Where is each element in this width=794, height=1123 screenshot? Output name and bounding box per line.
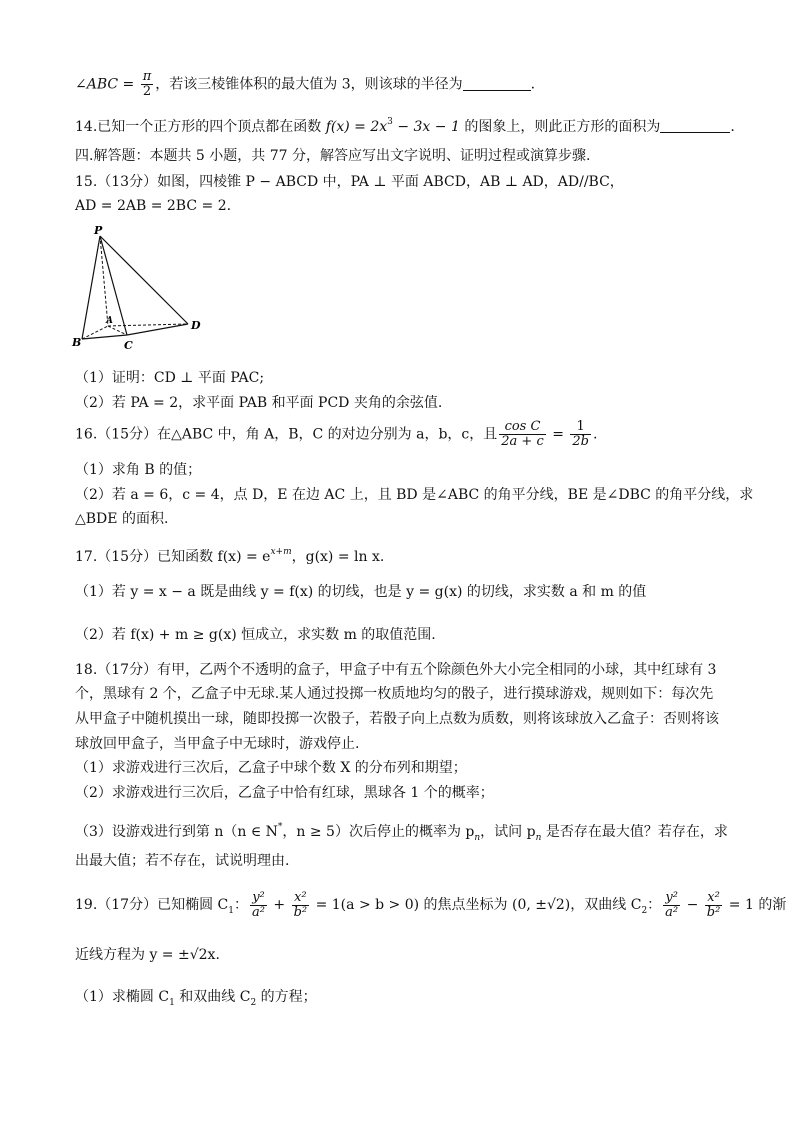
pyramid-figure [70, 222, 220, 357]
question-16-part2: （2）若 a = 6，c = 4，点 D，E 在边 AC 上，且 BD 是∠ABC 的角平分线，BE 是∠DBC 的角平分线，求 [75, 487, 754, 503]
question-18-part1: （1）求游戏进行三次后，乙盒子中球个数 X 的分布列和期望； [75, 760, 467, 776]
cos-c-fraction: $\frac{\text{cos C}}{2a + c}$ [501, 419, 544, 449]
question-15-line1: 15.（13分）如图，四棱锥 P − ABCD 中，PA ⊥ 平面 ABCD，AB ⊥ AD，AD//BC， [75, 174, 624, 190]
question-17-part1: （1）若 y = x − a 既是曲线 y = f(x) 的切线，也是 y = g(x) 的切线，求实数 a 和 m 的值 [75, 584, 647, 600]
question-18-line2: 个，黑球有 2 个，乙盒子中无球.某人通过投掷一枚质地均匀的骰子，进行摸球游戏，规则如下：每次先 [75, 686, 714, 702]
question-18-part3-cont: 出最大值；若不存在，试说明理由. [75, 853, 290, 869]
question-17-part2: （2）若 f(x) + m ≥ g(x) 恒成立，求实数 m 的取值范围. [75, 627, 436, 643]
vertex-label-d: D [191, 319, 201, 332]
answer-blank[interactable] [660, 118, 730, 133]
question-16: 16.（15分）在△ABC 中，角 A，B，C 的对边分别为 a，b，c，且 $\frac{\text{cos C}}{2a + c}$ = $\frac{1}{2b}$ . [75, 419, 598, 449]
question-16-part1: （1）求角 B 的值； [75, 462, 202, 478]
vertex-label-b: B [72, 336, 82, 349]
x2-over-b2-fraction-2: $\frac{\text{x²}}{\text{b²}}$ [706, 889, 721, 920]
edge-pb [82, 236, 100, 339]
section-heading: 四.解答题：本题共 5 小题，共 77 分，解答应写出文字说明、证明过程或演算步骤. [75, 148, 591, 164]
answer-blank[interactable] [463, 76, 531, 91]
edge-pc [100, 236, 127, 335]
y2-over-a2-fraction: $\frac{\text{y²}}{\text{a²}}$ [251, 889, 265, 920]
edge-ac [108, 326, 127, 335]
y2-over-a2-fraction-2: $\frac{\text{y²}}{\text{a²}}$ [665, 889, 679, 920]
question-18-line1: 18.（17分）有甲，乙两个不透明的盒子，甲盒子中有五个除颜色外大小完全相同的小球，其中红球有 3 [75, 662, 717, 678]
vertex-label-a: A [106, 316, 113, 326]
question-18-line4: 球放回甲盒子，当甲盒子中无球时，游戏停止. [75, 736, 360, 752]
question-15-part1: （1）证明：CD ⊥ 平面 PAC; [75, 370, 265, 386]
question-18-part2: （2）求游戏进行三次后，乙盒子中恰有红球，黑球各 1 个的概率； [75, 785, 494, 801]
one-over-2b-fraction: $\frac{1}{2b}$ [572, 419, 589, 449]
vertex-label-c: C [124, 339, 133, 352]
vertex-label-p: P [94, 224, 103, 237]
x2-over-b2-fraction: $\frac{\text{x²}}{\text{b²}}$ [293, 889, 308, 920]
edge-cd [127, 324, 188, 335]
question-15-part2: （2）若 PA = 2，求平面 PAB 和平面 PCD 夹角的余弦值. [75, 395, 443, 411]
question-18-part3: （3）设游戏进行到第 n（n ∈ N*，n ≥ 5）次后停止的概率为 $p_n$，试问 $p_n$ 是否存在最大值？若存在，求 [75, 822, 728, 843]
question-19: 19.（17分）已知椭圆 $C_1$： $\frac{\text{y²}}{\text{a²}}$ + $\frac{\text{x²}}{\text{b²}}$ = 1(a > b > 0) 的焦点坐标为 (0, ±√2)，双曲线 $C_2$： $\frac{\text{y²}}{\text{a²}}$ − $\frac{\text{x²}}{\text{b²}}$ = 1 的渐 [75, 889, 787, 920]
edge-pd [100, 236, 188, 324]
pi-over-2-fraction: $\frac{\pi}{2}$ [142, 69, 152, 99]
question-17: 17.（15分）已知函数 $f(x) = e^{x+m}$，g(x) = ln x. [75, 547, 385, 565]
question-19-line2: 近线方程为 y = ±√2x. [75, 947, 220, 963]
question-15-line2: AD = 2AB = 2BC = 2. [75, 198, 232, 214]
question-16-part2-cont: △BDE 的面积. [75, 511, 169, 527]
q13-continuation: ∠ABC = $\frac{\pi}{2}$ ，若该三棱锥体积的最大值为 3，则该球的半径为 . [75, 69, 536, 99]
question-18-line3: 从甲盒子中随机摸出一球，随即投掷一次骰子，若骰子向上点数为质数，则将该球放入乙盒子：否则将该 [75, 711, 719, 727]
question-19-part1: （1）求椭圆 $C_1$ 和双曲线 $C_2$ 的方程； [75, 989, 317, 1008]
question-14: 14.已知一个正方形的四个顶点都在函数 $f(x) = 2x^3 - 3x - 1$ 的图象上，则此正方形的面积为 . [75, 117, 735, 135]
